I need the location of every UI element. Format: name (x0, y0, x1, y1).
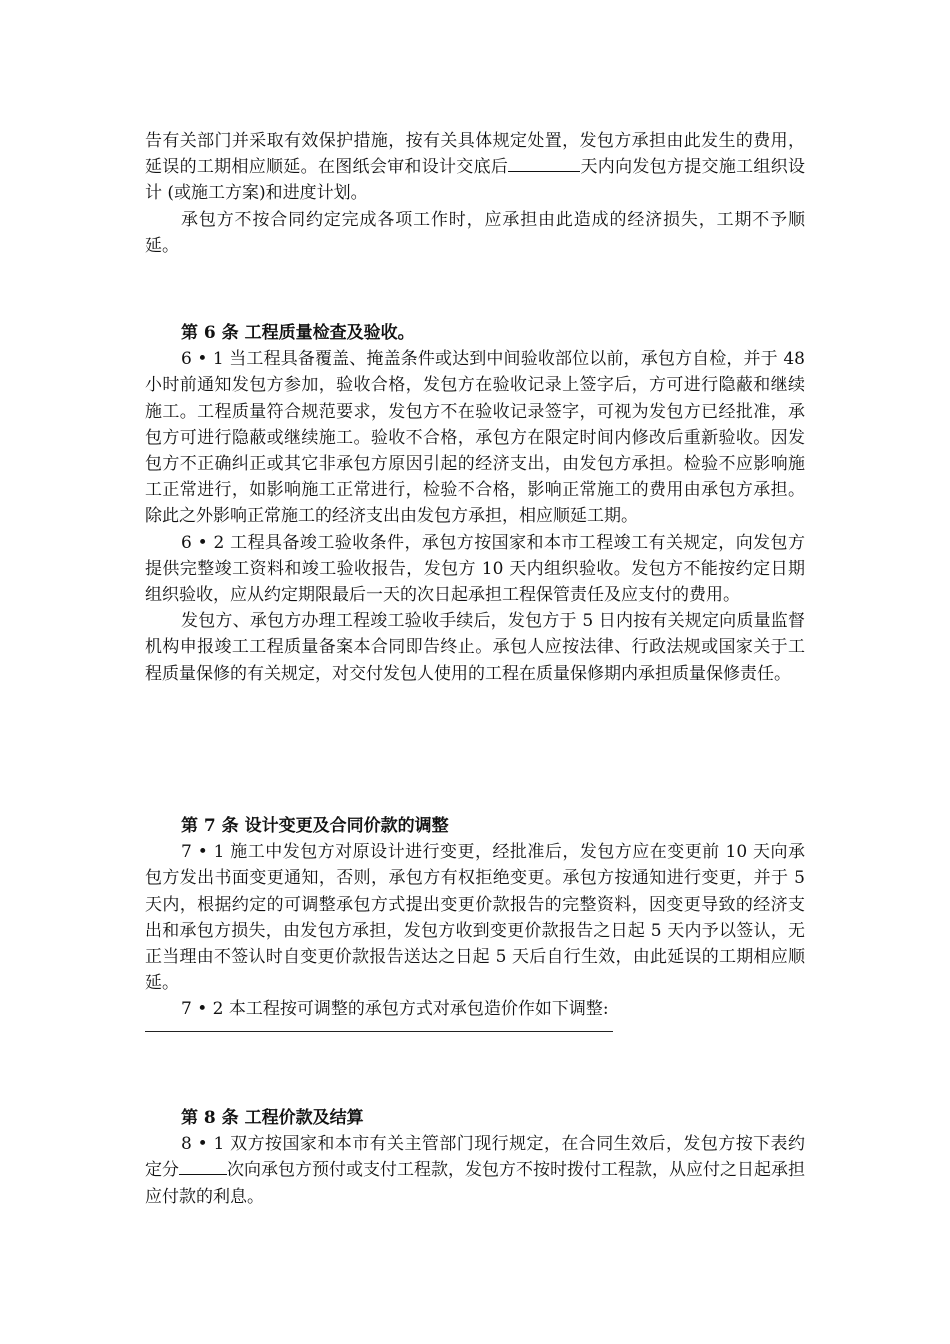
section-6-clause-2: 6 • 2 工程具备竣工验收条件，承包方按国家和本市工程竣工有关规定，向发包方提供完整竣工资料和竣工验收报告，发包方 10 天内组织验收。发包方不能按约定日期组织验收，应从约定期限最后一天的次日起承担工程保管责任及应支付的费用。 (145, 532, 805, 606)
section-7 (145, 813, 805, 1023)
section-6-clause-3: 发包方、承包方办理工程竣工验收手续后，发包方于 5 日内按有关规定向质量监督机构申报竣工工程质量备案本合同即告终止。承包人应按法律、行政法规或国家关于工程质量保修的有关规定，对交付发包人使用的工程在质量保修期内承担质量保修责任。 (145, 611, 805, 684)
section-8-clause-1 (145, 1131, 805, 1210)
intro-paragraph-1 (145, 128, 805, 207)
intro-paragraph-2: 承包方不按合同约定完成各项工作时，应承担由此造成的经济损失，工期不予顺延。 (145, 209, 805, 256)
section-8-text-a: 8 • 1 双方按国家和本市有关主管部门现行规定，在合同生效后，发包方按下表约定分 (145, 1134, 805, 1181)
section-8-text-b: 次向承包方预付或支付工程款，发包方不按时拨付工程款，从应付之日起承担应付款的利息。 (145, 1160, 805, 1207)
section-7-clause-2: 7 • 2 本工程按可调整的承包方式对承包造价作如下调整: (181, 999, 609, 1020)
section-6 (145, 320, 805, 687)
section-7-heading: 第 7 条 设计变更及合同价款的调整 (181, 816, 449, 836)
fill-in-line (145, 1031, 613, 1032)
section-6-clause-1: 6 • 1 当工程具备覆盖、掩盖条件或达到中间验收部位以前，承包方自检，并于 48 小时前通知发包方参加，验收合格，发包方在验收记录上签字后，方可进行隐蔽和继续施工。工程质量符合规范要求，发包方不在验收记录签字，可视为发包方已经批准，承包方可进行隐蔽或继续施工。验收不合格，承包方在限定时间内修改后重新验收。因发包方不正确纠正或其它非承包方原因引起的经济支出，由发包方承担。检验不应影响施工正常进行，如影响施工正常进行，检验不合格，影响正常施工的费用由承包方承担。除此之外影响正常施工的经济支出由发包方承担，相应顺延工期。 (145, 349, 805, 527)
intro-text-b: 天内向发包方提交施工组织设计 (或施工方案)和进度计划。 (145, 157, 806, 204)
section-8 (145, 1105, 805, 1210)
section-7-clause-1: 7 • 1 施工中发包方对原设计进行变更，经批准后，发包方应在变更前 10 天向承包方发出书面变更通知，否则，承包方有权拒绝变更。承包方按通知进行变更，并于 5 天内，根据约定的可调整承包方式提出变更价款报告的完整资料，因变更导致的经济支出和承包方损失，由发包方承担，发包方收到变更价款报告之日起 5 天内予以签认，无正当理由不签认时自变更价款报告送达之日起 5 天后自行生效，由此延误的工期相应顺延。 (145, 842, 805, 994)
blank-days-field (508, 155, 580, 172)
section-6-heading: 第 6 条 工程质量检查及验收。 (181, 323, 415, 343)
intro-block (145, 128, 805, 259)
section-8-heading: 第 8 条 工程价款及结算 (181, 1108, 364, 1128)
intro-text-a: 告有关部门并采取有效保护措施，按有关具体规定处置，发包方承担由此发生的费用，延误的工期相应顺延。在图纸会审和设计交底后 (145, 131, 805, 178)
blank-installments-field (179, 1158, 227, 1175)
